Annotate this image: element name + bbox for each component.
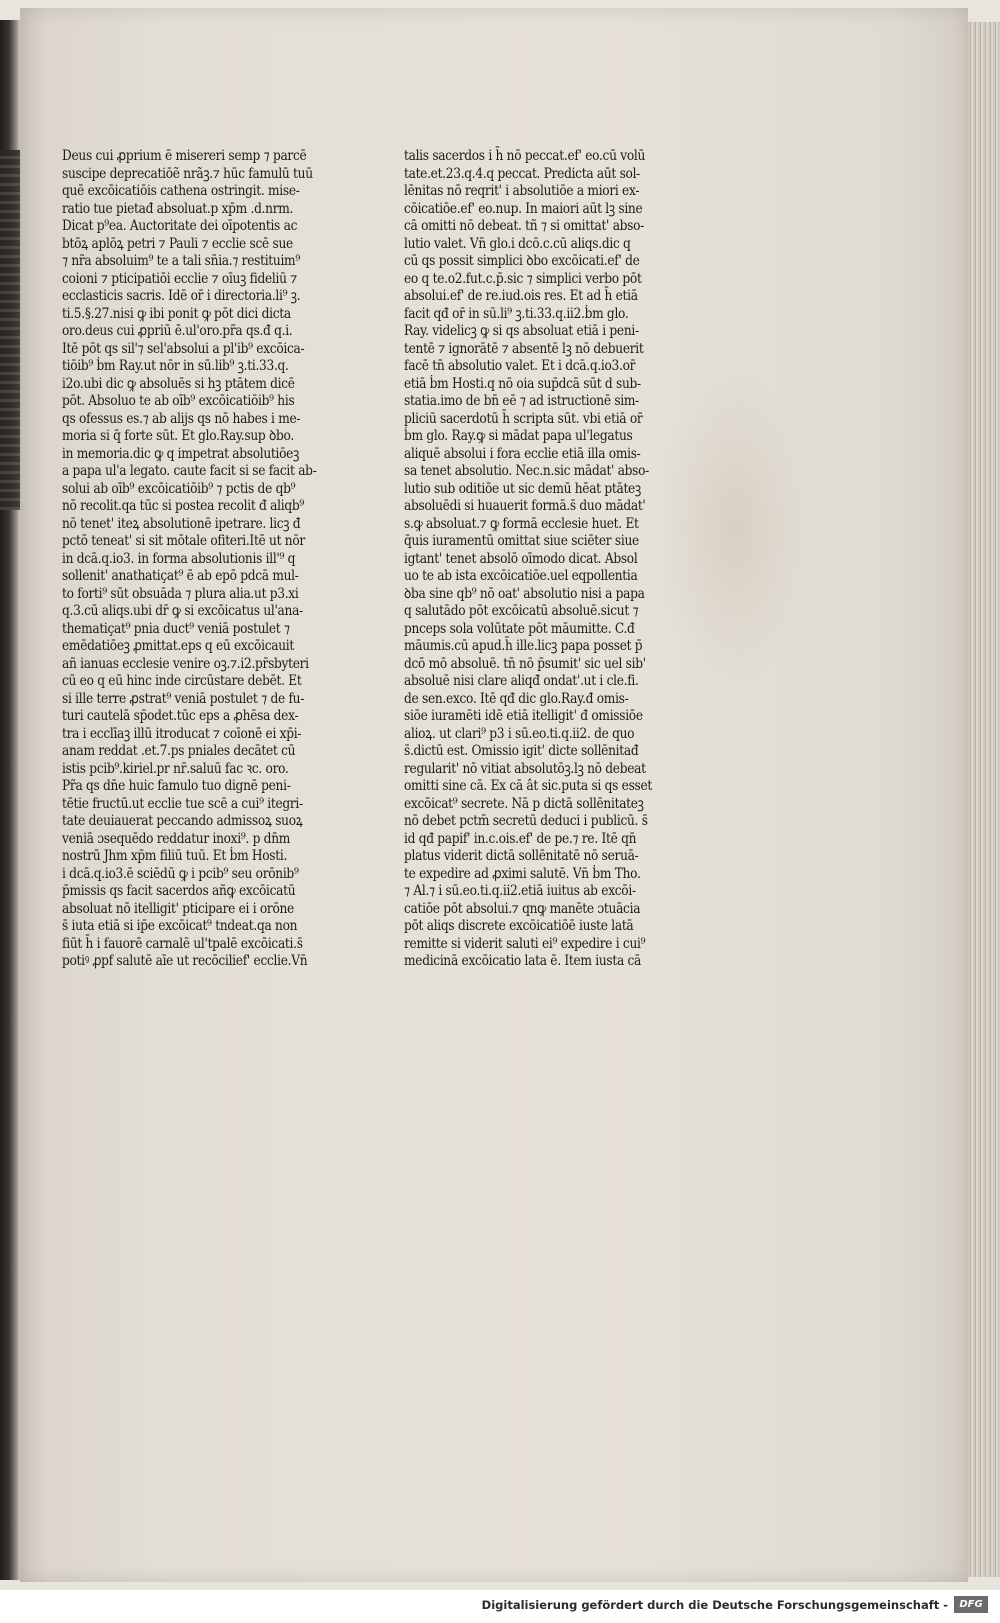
text-line: aliquē absolui i fora ecclie etiā illa omis- — [404, 445, 641, 462]
dfg-logo: DFG — [954, 1596, 988, 1613]
text-line: s̄.dictū est. Omissio igit' dicte sollēnitađ — [404, 743, 639, 759]
text-line: de sen.exco. Itē qđ dic glo.Ray.đ omis- — [404, 690, 629, 707]
text-line: q.3.cū aliqs.ubi dr̄ ꝙ si excōicatus ul'ana- — [62, 603, 303, 619]
text-line: tiōib⁹ ḃm Ray.ut nōr in sū.lib⁹ ꝫ.ti.33.q. — [62, 358, 289, 374]
text-line: absoluēdi si huauerit formā.s̄ duo mādat' — [404, 498, 646, 514]
text-line: ecclasticis sacris. Idē or̄ i directoria.li⁹ ꝫ. — [62, 288, 301, 304]
text-line: a papa ul'a legato. caute facit si se facit ab- — [62, 463, 317, 479]
footer-credit: Digitalisierung gefördert durch die Deutsche Forschungsgemeinschaft - — [481, 1598, 948, 1612]
text-line: to forti⁹ sūt obsuāda ⁊ plura alia.ut p3.xi — [62, 585, 299, 602]
text-line: p̄missis qs facit sacerdos añꝙ excōicatū — [62, 883, 296, 899]
text-line: cōicatiōe.ef' eo.nup. In maiori aūt lꝫ sine — [404, 200, 643, 217]
text-line: cū eo q eū hinc inde circūstare debēt. Et — [62, 673, 302, 689]
text-line: nō debet pctm̄ secretū deduci i publicū. s̄ — [404, 813, 648, 829]
page-stack-edge — [968, 22, 1000, 1577]
text-line: id qđ papif' in.c.ois.ef' de pe.⁊ re. Itē qn̄ — [404, 830, 637, 847]
text-line: Itē pōt qs sil'⁊ sel'absolui a pl'ib⁹ excōica- — [62, 340, 305, 357]
text-line: Ray. videlicꝫ ꝙ si qs absoluat etiā i peni- — [404, 323, 639, 339]
text-line: in memoria.dic ꝙ q impetrat absolutiōeꝫ — [62, 445, 300, 462]
text-line: btōꝝ aplōꝝ petri ⁊ Pauli ⁊ ecclie scē sue — [62, 235, 293, 252]
text-line: quē excōicatiōis cathena ostringit. mise- — [62, 183, 300, 199]
text-line: pōt. Absoluo te ab oīb⁹ excōicatiōib⁹ his — [62, 393, 295, 409]
text-line: pōt aliqs discrete excōicatiōē iuste latā — [404, 918, 634, 934]
text-line: regularit' nō vitiat absolutōꝫ.lꝫ nō debeat — [404, 760, 646, 777]
text-line: omitti sine cā. Ex cā ât sic.puta si qs esset — [404, 778, 653, 794]
text-line: i dcā.q.io3.ē sciēdū ꝙ i pcib⁹ seu orōnib⁹ — [62, 865, 299, 882]
text-line: cū qs possit simplici ꝺbo excōicati.ef' de — [404, 253, 640, 269]
text-line: i2o.ubi dic ꝙ absoluēs si hꝫ ptātem dicē — [62, 375, 295, 392]
text-line: istis pcib⁹.kiriel.pr nr̄.saluū fac ꝛc. oro. — [62, 760, 289, 777]
text-line: tentē ⁊ ignorātē ⁊ absentē lꝫ nō debuerit — [404, 340, 644, 357]
text-line: talis sacerdos i h̄ nō peccat.ef' eo.cū volū — [404, 148, 646, 164]
text-line: eo q te.o2.fut.c.p̄.sic ⁊ simplici verbo pōt — [404, 270, 642, 287]
text-line: absoluat nō itelligit' pticipare ei i orōne — [62, 900, 294, 917]
text-line: excōicat⁹ secrete. Nā p dictā sollēnitateꝫ — [404, 795, 644, 812]
text-line: añ ianuas ecclesie venire oꝫ.⁊.i2.pr̄sbyteri — [62, 655, 309, 672]
text-line: fiūt h̄ i fauorē carnalē ul'tpalē excōicati.s̄ — [62, 935, 303, 952]
text-line: veniā ɔsequēdo reddatur inoxi⁹. p dn̄m — [62, 830, 291, 847]
text-line: in dcā.q.io3. in forma absolutionis ill'⁹ q — [62, 550, 296, 567]
text-line: absoluē nisi clare aliqđ ondat'.ut i cle.fi. — [404, 673, 639, 689]
text-line: ⁊ nr̃a absoluim⁹ te a tali sn̄ia.⁊ restituim⁹ — [62, 253, 300, 269]
text-line: lutio sub oditiōe ut sic demū hēat ptāteꝫ — [404, 480, 641, 497]
text-line: tate.et.23.q.4.q peccat. Predicta aūt sol- — [404, 165, 641, 182]
text-line: thematiçat⁹ pnia duct⁹ veniā postulet ⁊ — [62, 620, 290, 637]
text-line: solui ab oīb⁹ excōicatiōib⁹ ⁊ pctis de qb⁹ — [62, 480, 296, 497]
text-line: etiā ḃm Hosti.q nō oia sup̄dcā sūt d sub- — [404, 375, 641, 392]
text-line: platus viderit dictā sollēnitatē nō seruā- — [404, 848, 639, 864]
text-line: moria si q̄ forte sūt. Et glo.Ray.sup ꝺbo. — [62, 428, 294, 444]
text-line: Pr̃a qs dn̄e huic famulo tuo dignē peni- — [62, 778, 291, 794]
text-line: absolui.ef' de re.iud.ois res. Et ad h̄ etiā — [404, 288, 638, 304]
text-line: ꝺba sine qb⁹ nō oat' absolutio nisi a papa — [404, 585, 645, 602]
text-line: Dicat p⁹ea. Auctoritate dei oīpotentis ac — [62, 218, 298, 234]
text-line: cā omitti nō debeat. tñ ⁊ si omittat' abso- — [404, 218, 645, 234]
text-line: pnceps sola volūtate pōt māumitte. C.đ — [404, 620, 635, 637]
text-line: alioꝝ. ut clari⁹ p3 i sū.eo.ti.q.ii2. de quo — [404, 725, 635, 742]
text-line: Deus cui ꝓprium ē misereri semp ⁊ parcē — [62, 148, 307, 164]
text-line: lēnitas nō reqrit' i absolutiōe a miori ex- — [404, 183, 640, 199]
text-line: turi cautelā sp̄odet.tūc eps a ꝓhēsa dex- — [62, 708, 299, 724]
text-line: lutio valet. Vn̄ glo.i dcō.c.cū aliqs.dic q — [404, 235, 631, 252]
text-line: potiꝰ ꝓpf salutē aīe ut recōcilief' ecclie.Vn̄ — [62, 953, 308, 969]
text-line: ⁊ Al.⁊ i sū.eo.ti.q.ii2.etiā iuitus ab excōi- — [404, 883, 636, 899]
text-line: siōe iuramēti idē etiā itelligit' đ omissiōe — [404, 708, 643, 724]
text-line: facit qđ or̄ in sū.li⁹ ꝫ.ti.33.q.ii2.ḃm glo. — [404, 305, 629, 322]
text-line: s.ꝙ absoluat.⁊ ꝙ formā ecclesie huet. Et — [404, 515, 639, 532]
text-line: tētie fructū.ut ecclie tue scē a cui⁹ itegri- — [62, 795, 303, 812]
text-line: tra i ecclīaꝫ illū itroducat ⁊ coīonē ei xp̄i- — [62, 725, 302, 742]
text-line: nō recolit.qa tūc si postea recolit đ aliqb⁹ — [62, 498, 304, 514]
text-line: facē tn̄ absolutio valet. Et i dcā.q.io3.or̄ — [404, 358, 636, 374]
text-line: anam reddat .et.7.ps pniales decātet cū — [62, 743, 296, 759]
text-line: emēdatiōeꝫ ꝓmittat.eps q eū excōicauit — [62, 638, 294, 654]
right-text-column — [404, 148, 704, 971]
text-line: ratio tue pietađ absoluat.p xp̄m .d.nrm. — [62, 200, 294, 217]
text-line: te expedire ad ꝓximi salutē. Vn̄ ḃm Tho. — [404, 865, 641, 882]
text-line: q salutādo pōt excōicatū absoluē.sicut ⁊ — [404, 603, 639, 619]
text-line: sa tenet absolutio. Nec.n.sic mādat' abso- — [404, 463, 650, 479]
text-line: nō tenet' iteꝝ absolutionē ipetrare. licꝫ đ — [62, 515, 301, 532]
text-line: oro.deus cui ꝓpriū ē.ul'oro.pr̃a qs.đ q.i. — [62, 323, 293, 339]
text-line: remitte si viderit saluti ei⁹ expedire i cui⁹ — [404, 935, 646, 952]
text-line: ti.5.§.27.nisi ꝙ ibi ponit ꝙ pōt dici dicta — [62, 305, 291, 322]
text-line: tate deuiauerat peccando admissoꝝ suoꝝ — [62, 813, 303, 829]
text-line: māumis.cū apud.h̄ ille.licꝫ papa posset p̄ — [404, 638, 643, 654]
text-line: coioni ⁊ pticipatiōi ecclie ⁊ oīuꝫ fideliū ⁊ — [62, 270, 297, 287]
text-line: medicinā excōicatio lata ē. Item iusta cā — [404, 953, 642, 969]
text-line: sollenit' anathatiçat⁹ ē ab epō pdcā mul- — [62, 568, 299, 584]
text-line: statia.imo de bn̄ eē ⁊ ad istructionē sim- — [404, 393, 639, 409]
text-line: qs ofessus es.⁊ ab alijs qs nō habes i me- — [62, 410, 301, 427]
text-line: nostrū Jhm xp̄m filiū tuū. Et ḃm Hosti. — [62, 848, 288, 864]
left-text-column — [62, 148, 362, 971]
text-line: igtant' tenet absolō oīmodo dicat. Absol — [404, 550, 638, 567]
text-line: catiōe pōt absolui.⁊ qnꝙ manēte ɔtuācia — [404, 900, 641, 917]
text-line: pliciū sacerdotū h̄ scripta sūt. vbi etiā or̄ — [404, 410, 643, 427]
text-line: s̄ iuta etiā si ip̄e excōicat⁹ tndeat.qa non — [62, 918, 298, 934]
text-line: ḃm glo. Ray.ꝙ si mādat papa ul'legatus — [404, 428, 633, 444]
facing-page-edge — [0, 150, 22, 510]
text-line: q̄uis iuramentū omittat siue sciēter siue — [404, 533, 639, 549]
text-line: suscipe deprecatiōẽ nrãꝫ.⁊ hūc famulū tuū — [62, 165, 313, 182]
text-line: si ille terre ꝓstrat⁹ veniā postulet ⁊ de fu- — [62, 690, 305, 707]
text-line: dcō mō absoluē. tn̄ nō p̄sumit' sic uel sib' — [404, 655, 646, 672]
text-line: uo te ab ista excōicatiōe.uel eqpollentia — [404, 568, 638, 584]
text-line: pctō teneat' si sit mōtale ofiteri.Itē ut nōr — [62, 533, 305, 549]
